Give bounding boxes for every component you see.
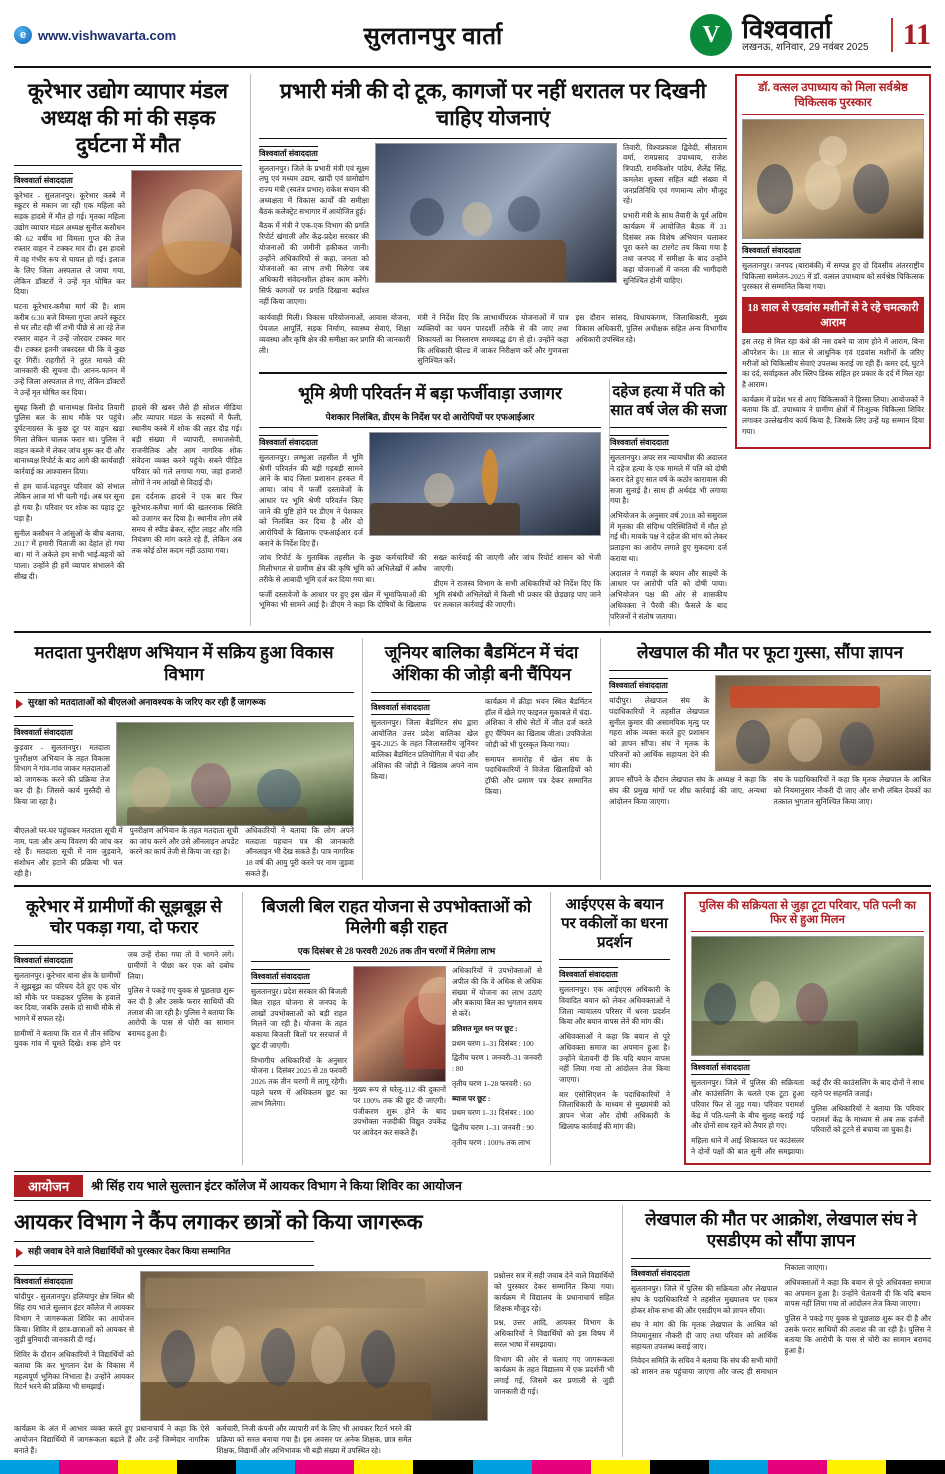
paragraph: प्रभारी मंत्री के साथ तैयारी के पूर्व अग्रिम कार्यक्रम में आयोजित बैठक में 31 दिसंबर तक विशेष अभियान चलाकर पूरा करने का टारगेट तय किया गया है तथा जनपद में समीक्षा के बाद उन्होंने कहा योजनाओं में जनता की भागीदारी सुनिश्चित होनी चाहिए।: [623, 211, 727, 285]
protest-photo: [715, 675, 931, 771]
article-doctor-award: [735, 74, 931, 626]
article-chor-pakda: [14, 892, 234, 1165]
subheadline: एक दिसंबर से 28 फरवरी 2026 तक तीन चरणों में मिलेगा लाभ: [297, 946, 496, 957]
brand-dateline: लखनऊ, शनिवार, 29 नवंबर 2025: [742, 42, 869, 54]
article-photo: [131, 170, 242, 288]
paragraph: प्रश्नोत्तर सत्र में सही जवाब देने वाले विद्यार्थियों को पुरस्कार देकर सम्मानित किया गया। कार्यक्रम में विद्यालय के प्रधानाचार्य सहित शिक्षक मौजूद रहे।: [494, 1271, 614, 1313]
paragraph: जांच रिपोर्ट के मुताबिक तहसील के कुछ कर्मचारियों की मिलीभगत से ग्रामीण क्षेत्र की कृषि भूमि को अभिलेखों में अवैध तरीके से आबादी भूमि दर्ज कर दिया गया था।: [259, 553, 427, 584]
official-portrait: [353, 966, 446, 1082]
byline: विश्ववार्ता संवाददाता: [259, 435, 318, 450]
ad-title: 18 साल से एडवांस मशीनों से दे रहे चमत्कारी आराम: [742, 297, 924, 333]
color-patch: [295, 1460, 354, 1474]
triangle-bullet-icon: [16, 1248, 23, 1258]
police-station-photo: [691, 936, 924, 1056]
byline: विश्ववार्ता संवाददाता: [742, 243, 801, 258]
paragraph: निवेदन समिति के सचिव ने बताया कि संघ की सभी मांगों को शासन तक पहुंचाया जाएगा और जल्द ही समाधान निकाला जाएगा।: [631, 1263, 828, 1377]
paragraph: सुलतानपुर। लम्भुआ तहसील में भूमि श्रेणी परिवर्तन की बड़ी गड़बड़ी सामने आने के बाद जिला प्रशासन हरकत में आया। जांच में फर्जी दस्तावेजों के आधार पर भूमि श्रेणी परिवर्तन किए जाने की पुष्टि होने पर डीएम ने पेशकार को निलंबित कर दिया है और दो आरोपियों के खिलाफ एफआईआर दर्ज कराने के निर्देश दिए हैं।: [259, 452, 363, 548]
paragraph: कर्मचारी, निजी कंपनी और व्यापारी वर्ग के लिए भी आयकर रिटर्न भरने की प्रक्रिया को सरल बनाया गया है। इस अवसर पर अनेक शिक्षक, छात्र समेत शिक्षक, विद्यार्थी और अभिभावक भी बड़ी संख्या में उपस्थित रहे।: [216, 1424, 412, 1455]
award-photo: [742, 119, 924, 239]
headline: आईएएस के बयान पर वकीलों का धरना प्रदर्शन: [561, 896, 668, 951]
byline: विश्ववार्ता संवाददाता: [14, 953, 73, 968]
paragraph: मंत्री ने निर्देश दिए कि लाभार्थीपरक योजनाओं में पात्र व्यक्तियों का चयन पारदर्शी तरीके से की जाए तथा शिकायतों का निस्तारण समयबद्ध ढंग से हो। उन्होंने कहा कि अधिकारी फील्ड में जाकर निरीक्षण करें और गुणवत्ता सुनिश्चित करें।: [417, 313, 569, 366]
color-patch: [768, 1460, 827, 1474]
article-matdata-punarikshan: [14, 638, 354, 879]
press-conference-photo: [369, 432, 601, 536]
paragraph: विभाग की ओर से चलाए गए जागरूकता कार्यक्रम के तहत विद्यालय में एक प्रदर्शनी भी लगाई गई, जिसमें कर प्रणाली से जुड़ी जानकारी दी गई।: [494, 1354, 614, 1396]
paragraph: सुबह किसी ही थानाध्यक्ष विनोद तिवारी पुलिस बल के साथ मौके पर पहुंचे। दुर्घटनाग्रस्त के कुछ दूर पर वाहन खड़ा मिला लेकिन चालक फरार था। पुलिस ने वाहन कब्जे में लेकर जांच शुरू कर दी और थानाध्यक्ष रिपोर्ट के बाद आगे की कार्यवाही कार्रवाई का आश्वासन दिया।: [14, 402, 125, 476]
headline: लेखपाल की मौत पर आक्रोश, लेखपाल संघ ने एसडीएम को सौंपा ज्ञापन: [645, 1209, 917, 1251]
headline: लेखपाल की मौत पर फूटा गुस्सा, सौंपा ज्ञापन: [636, 643, 903, 663]
headline: दहेज हत्या में पति को सात वर्ष जेल की सजा: [610, 383, 727, 420]
paragraph: फर्जी दस्तावेजों के आधार पर हुए इस खेल में भूमाफियाओं की भूमिका भी सामने आई है। डीएम ने कहा कि दोषियों के खिलाफ सख्त कार्रवाई की जाएगी और जांच रिपोर्ट शासन को भेजी जाएगी।: [259, 553, 601, 610]
byline: विश्ववार्ता संवाददाता: [14, 725, 73, 740]
subheadline: पेशकार निलंबित, डीएम के निर्देश पर दो आरोपियों पर एफआईआर: [325, 411, 535, 422]
brand-name: विश्ववार्ता: [742, 15, 832, 45]
color-patch: [59, 1460, 118, 1474]
headline: जूनियर बालिका बैडमिंटन में चंदा अंशिका की जोड़ी बनी चैंपियन: [384, 643, 579, 685]
color-patch: [0, 1460, 59, 1474]
rate-row: प्रथम चरण 1–31 दिसंबर : 100: [452, 1038, 534, 1048]
triangle-bullet-icon: [16, 699, 23, 709]
paragraph: चांदीपुर - सुलतानपुर। हलियापुर क्षेत्र स्थित श्री सिंह राय भाले सुल्तान इंटर कॉलेज में आयकर विभाग ने जागरूकता शिविर का आयोजन किया। शिविर में छात्र-छात्राओं को आयकर से जुड़ी बुनियादी जानकारी दी गई।: [14, 1292, 134, 1345]
paragraph: इस दर्दनाक हादसे ने एक बार फिर कूरेभार-कमैचा मार्ग की खतरनाक स्थिति को उजागर कर दिया है। स्थानीय लोग लंबे समय से स्पीड ब्रेकर, स्ट्रीट लाइट और गति नियंत्रण की मांग करते रहे हैं, लेकिन अब तक कोई ठोस कदम नहीं उठाया गया।: [131, 492, 242, 556]
rate-head-2: ब्याज पर छूट :: [452, 1093, 491, 1103]
rate-row: द्वितीय चरण 1–31 जनवरी : 90: [452, 1122, 534, 1132]
headline: कूरेभार उद्योग व्यापार मंडल अध्यक्ष की मां की सड़क दुर्घटना में मौत: [27, 79, 229, 157]
masthead: [14, 10, 931, 68]
headline: प्रभारी मंत्री की दो टूक, कागजों पर नहीं धरातल पर दिखनी चाहिए योजनाएं: [279, 79, 707, 130]
article-prabhari-mantri: [250, 74, 727, 626]
article-lekhpal-memorandum: [622, 1205, 931, 1457]
rate-head: प्रतिशत मूल धन पर छूट :: [452, 1023, 518, 1033]
byline: विश्ववार्ता संवाददाता: [559, 967, 618, 982]
paragraph: तिवारी, विश्वप्रकाश द्विवेदी, सीताराम वर्मा, रामप्रसाद उपाध्याय, राजेश त्रिपाठी, रामकिशोर पांडेय, शैलेंद्र सिंह, कमलेश शुक्ला सहित बड़ी संख्या में जनप्रतिनिधि एवं गणमान्य लोग मौजूद रहे।: [623, 142, 727, 206]
paragraph: सुलतानपुर। अपर सत्र न्यायाधीश की अदालत ने दहेज हत्या के एक मामले में पति को दोषी करार देते हुए सात वर्ष के कठोर कारावास की सजा सुनाई है। साथ ही अर्थदंड भी लगाया गया है।: [610, 453, 727, 506]
paragraph: पुनरीक्षण अभियान के तहत मतदाता सूची का जांच करने और उसे ऑनलाइन अपडेट करने का कार्य तेजी से किया जा रहा है।: [129, 825, 239, 857]
paragraph: सुलतानपुर। जिले में पुलिस की सक्रियता और लेखपाल संघ के पदाधिकारियों ने तहसील मुख्यालय पर एकत्र होकर शोक सभा की और एसडीएम को ज्ञापन सौंपा।: [631, 1284, 778, 1315]
paragraph: सुलतानपुर। एक आईएएस अधिकारी के विवादित बयान को लेकर अधिवक्ताओं ने जिला न्यायालय परिसर में धरना प्रदर्शन किया और बयान वापस लेने की मांग की।: [559, 985, 670, 1027]
byline: विश्ववार्ता संवाददाता: [251, 969, 310, 984]
paragraph: सुलतानपुर। जिला बैडमिंटन संघ द्वारा आयोजित उत्तर प्रदेश बालिका खेल कूद-2025 के तहत जिलास्तरीय जूनियर बालिका बैडमिंटन प्रतियोगिता में चंदा और अंशिका की जोड़ी ने खिताब अपने नाम किया।: [371, 717, 478, 781]
headline: बिजली बिल राहत योजना से उपभोक्ताओं को मिलेगी बड़ी राहत: [261, 896, 532, 938]
event-tag: आयोजन: [14, 1175, 83, 1197]
page-number: 11: [891, 18, 931, 52]
color-patch: [532, 1460, 591, 1474]
paragraph: ज्ञापन सौंपने के दौरान लेखपाल संघ के अध्यक्ष ने कहा कि संघ की प्रमुख मांगों पर शीघ्र कार्रवाई की जाए, अन्यथा आंदोलन किया जाएगा।: [609, 775, 767, 806]
website-url[interactable]: [14, 26, 176, 44]
paragraph: अदालत ने गवाहों के बयान और साक्ष्यों के आधार पर आरोपी पति को दोषी पाया। अभियोजन पक्ष की ओर से शासकीय अधिवक्ता ने पैरवी की। फैसले के बाद परिजनों ने संतोष जताया।: [610, 568, 727, 621]
paragraph: ग्रामीणों ने बताया कि रात में तीन संदिग्ध युवक गांव में घूमते दिखे। शक होने पर जब उन्हें रोका गया तो वे भागने लगे। ग्रामीणों ने पीछा कर एक को दबोच लिया।: [14, 950, 234, 1049]
kicker-text: सही जवाब देने वाले विद्यार्थियों को पुरस्कार देकर किया सम्मानित: [28, 1246, 231, 1257]
paragraph: कार्यक्रम के अंत में आभार व्यक्त करते हुए प्रधानाचार्य ने कहा कि ऐसे आयोजन विद्यार्थियों में जागरूकता बढ़ाते हैं और उन्हें जिम्मेदार नागरिक बनाते हैं।: [14, 1424, 210, 1455]
blo-survey-photo: [116, 722, 354, 826]
paragraph: सुलतानपुर। जिले के प्रभारी मंत्री एवं सूक्ष्म लघु एवं मध्यम उद्यम, खादी एवं ग्रामोद्योग राज्य मंत्री (स्वतंत्र प्रभार) राकेश सचान की अध्यक्षता में विकास कार्यों की समीक्षा बैठक कलेक्ट्रेट सभागार में आयोजित हुई।: [259, 163, 369, 216]
paragraph: महिला थाने में आई शिकायत पर काउंसलर ने दोनों पक्षों की बात सुनी और समझाया। कई दौर की काउंसलिंग के बाद दोनों ने साथ रहने पर सहमति जताई।: [691, 1078, 924, 1156]
color-patch: [650, 1460, 709, 1474]
paragraph: कुड़वार - सुलतानपुर। मतदाता पुनरीक्षण अभियान के तहत विकास विभाग ने गांव-गांव जाकर मतदाताओं को जागरूक करने की प्रक्रिया तेज कर दी है। जिससे कार्य मुस्तैदी से किया जा रहा है।: [14, 742, 110, 806]
headline: कूरेभार में ग्रामीणों की सूझबूझ से चोर पकड़ा गया, दो फरार: [26, 896, 222, 938]
paragraph: मुख्य रूप से घरेलू-112 की दुकानों पर 100% तक की छूट दी जाएगी। पंजीकरण शुरू होने के बाद उपभोक्ता नजदीकी विद्युत उपकेंद्र पर आवेदन कर सकते हैं।: [353, 1085, 446, 1138]
rate-row: तृतीय चरण : 100% तक लाभ: [452, 1137, 531, 1147]
print-registration-colorbar: [0, 1460, 945, 1474]
color-patch: [591, 1460, 650, 1474]
paragraph: प्रश्न, उत्तर आदि, आयकर विभाग के अधिकारियों ने विद्यार्थियों को इस विषय में सरल भाषा में समझाया।: [494, 1318, 614, 1349]
paragraph: से हम चार्ज-चहनपुर परिवार को संभाल लेकिन आज मां भी चली गई। अब घर सूना हो गया है। परिवार पर शोक का पहाड़ टूट पड़ा है।: [14, 481, 125, 523]
article-ias-protest: [550, 892, 670, 1165]
rate-row: द्वितीय चरण 1 जनवरी–31 जनवरी : 80: [452, 1053, 542, 1074]
paragraph: समापन समारोह में खेल संघ के पदाधिकारियों ने विजेता खिलाड़ियों को ट्रॉफी और प्रमाण पत्र देकर सम्मानित किया।: [485, 754, 592, 796]
award-box: [735, 74, 931, 449]
paragraph: चांदीपुर। लेखपाल संघ के पदाधिकारियों ने तहसील लेखपाल सुनील कुमार की असामयिक मृत्यु पर गहरा शोक व्यक्त करते हुए प्रशासन को ज्ञापन सौंपा। संघ ने मृतक के परिजनों को आर्थिक सहायता देने की मांग की।: [609, 696, 709, 770]
article-income-tax-camp: [14, 1205, 614, 1457]
meeting-photo: [375, 143, 617, 283]
article-badminton: [362, 638, 592, 879]
article-police-family-reunion: [678, 892, 931, 1165]
rate-row: प्रथम चरण 1–31 दिसंबर : 100: [452, 1108, 534, 1118]
paragraph: कार्यक्रम में प्रदेश भर से आए चिकित्सकों ने हिस्सा लिया। आयोजकों ने बताया कि डॉ. उपाध्याय ने ग्रामीण क्षेत्रों में निःशुल्क चिकित्सा शिविर लगाकर उल्लेखनीय कार्य किया है, जिसके लिए उन्हें यह सम्मान दिया गया।: [742, 394, 924, 436]
headline: भूमि श्रेणी परिवर्तन में बड़ा फर्जीवाड़ा उजागर: [297, 383, 563, 403]
event-banner: [14, 1171, 931, 1201]
paragraph: डीएम ने राजस्व विभाग के सभी अधिकारियों को निर्देश दिए कि भूमि संबंधी अभिलेखों में किसी भी प्रकार की छेड़छाड़ पाए जाने पर तत्काल कार्रवाई की जाएगी।: [433, 578, 601, 610]
paragraph: सुलतानपुर। प्रदेश सरकार की बिजली बिल राहत योजना से जनपद के लाखों उपभोक्ताओं को बड़ी राहत मिलने जा रही है। योजना के तहत बकाया बिजली बिलों पर सरचार्ज में छूट दी जाएगी।: [251, 987, 347, 1050]
color-patch: [886, 1460, 945, 1474]
paragraph: विभागीय अधिकारियों के अनुसार योजना 1 दिसंबर 2025 से 28 फरवरी 2026 तक तीन चरणों में लागू रहेगी। पहले चरण में अधिकतम छूट का लाभ मिलेगा।: [251, 1055, 347, 1108]
paragraph: पुलिस ने पकड़े गए युवक से पूछताछ शुरू कर दी है और उसके फरार साथियों की तलाश की जा रही है। पुलिस ने बताया कि आरोपी के पास से चोरी का सामान बरामद हुआ है।: [784, 1313, 931, 1356]
headline: पुलिस की सक्रियता से जुड़ा टूटा परिवार, पति पत्नी का फिर से हुआ मिलन: [691, 899, 924, 933]
rate-row: तृतीय चरण 1–28 फरवरी : 60: [452, 1078, 531, 1088]
kicker: [16, 1245, 312, 1258]
color-patch: [473, 1460, 532, 1474]
paragraph: शिविर के दौरान अधिकारियों ने विद्यार्थियों को बताया कि कर भुगतान देश के विकास में महत्वपूर्ण भूमिका निभाता है। उन्होंने आयकर रिटर्न भरने की प्रक्रिया भी समझाई।: [14, 1350, 134, 1392]
headline: आयकर विभाग ने कैंप लगाकर छात्रों को किया जागरूक: [14, 1209, 423, 1234]
website-url-text: www.vishwavarta.com: [38, 27, 177, 43]
paragraph: घटना कूरेभार-कमैचा मार्ग की है। शाम करीब 6:30 बजे विमला गुप्ता अपने स्कूटर से घर लौट रही थीं तभी पीछे से आ रहे तेज रफ्तार वाहन ने उन्हें जोरदार टक्कर मार दी। टक्कर इतनी जबरदस्त थी कि वे कुछ दूर गिरीं। राहगीरों ने तुरंत मामले की जानकारी की सूचना दी। आनन-फानन में उन्हें जिला अस्पताल ले गए, लेकिन डॉक्टरों ने उन्हें मृत घोषित कर दिया।: [14, 301, 125, 397]
article-lekhpal-death: [600, 638, 931, 879]
byline: विश्ववार्ता संवाददाता: [14, 173, 73, 188]
color-patch: [709, 1460, 768, 1474]
paragraph: बीएलओ घर-घर पहुंचकर मतदाता सूची में नाम, पता और अन्य विवरण की जांच कर रहे हैं। मतदाता सूची में नाम जुड़वाने, संशोधन और हटाने की प्रक्रिया भी चल रही है।: [14, 825, 123, 878]
paragraph: इस दौरान सांसद, विधायकगण, जिलाधिकारी, मुख्य विकास अधिकारी, पुलिस अधीक्षक सहित अन्य विभागीय अधिकारी उपस्थित रहे।: [575, 313, 727, 344]
color-patch: [236, 1460, 295, 1474]
article-bhumi-shreni: [259, 379, 601, 626]
paragraph: संघ के पदाधिकारियों ने कहा कि मृतक लेखपाल के आश्रित को नियमानुसार नौकरी दी जाए और सभी लंबित देयकों का तत्काल भुगतान सुनिश्चित किया जाए।: [773, 775, 931, 806]
camp-group-photo: [140, 1271, 488, 1421]
article-bijli-bill: [242, 892, 542, 1165]
globe-icon: e: [14, 26, 32, 44]
color-patch: [827, 1460, 886, 1474]
byline: विश्ववार्ता संवाददाता: [631, 1266, 690, 1281]
byline: विश्ववार्ता संवाददाता: [609, 678, 668, 693]
color-patch: [413, 1460, 472, 1474]
paragraph: अधिकारियों ने उपभोक्ताओं से अपील की कि वे अधिक से अधिक संख्या में योजना का लाभ उठाएं और बकाया बिल का भुगतान समय से करें।: [452, 966, 542, 1019]
paragraph: कार्यक्रम में क्रीड़ा भवन स्थित बैडमिंटन हॉल में खेले गए फाइनल मुकाबले में चंदा-अंशिका ने सीधे सेटों में जीत दर्ज करते हुए चैंपियन का खिताब जीता। उपविजेता जोड़ी को भी पुरस्कृत किया गया।: [485, 696, 592, 749]
byline: विश्ववार्ता संवाददाता: [14, 1274, 73, 1289]
paragraph: सुलतानपुर। कूरेभार थाना क्षेत्र के ग्रामीणों ने सूझबूझ का परिचय देते हुए एक चोर को मौके पर पकड़कर पुलिस के हवाले कर दिया, जबकि उसके दो साथी मौके से भागने में सफल रहे।: [14, 971, 121, 1023]
paragraph: बार एसोसिएशन के पदाधिकारियों ने जिलाधिकारी के माध्यम से मुख्यमंत्री को ज्ञापन भेजा और दोषी अधिकारी के खिलाफ कार्रवाई की मांग की।: [559, 1089, 670, 1131]
paragraph: अधिवक्ताओं ने कहा कि बयान से पूरे अधिवक्ता समाज का अपमान हुआ है। उन्होंने चेतावनी दी कि यदि बयान वापस नहीं लिया गया तो आंदोलन तेज किया जाएगा।: [559, 1032, 670, 1084]
headline: मतदाता पुनरीक्षण अभियान में सक्रिय हुआ विकास विभाग: [34, 643, 334, 685]
paragraph: हादसे की खबर जैसे ही सोशल मीडिया और व्यापार मंडल के सदस्यों में फैली, स्थानीय कस्बे में शोक की लहर दौड़ गई। बड़ी संख्या में व्यापारी, समाजसेवी, राजनीतिक और आम नागरिक शोक संवेदना व्यक्त करने पहुंचे। सबने पीड़ित परिवार को गले लगाया गया, जहां हजारों लोगों ने नम आंखों से विदाई दी।: [131, 402, 242, 487]
event-text: श्री सिंह राय भाले सुल्तान इंटर कॉलेज में आयकर विभाग ने किया शिविर का आयोजन: [91, 1179, 462, 1194]
byline: विश्ववार्ता संवाददाता: [371, 700, 430, 715]
paragraph: इस तरह से मिल रहा कंधे की नस दबने या जाम होने में आराम, बिना ऑपरेशन के। 18 साल से आधुनिक एवं एडवांस मशीनों के जरिए मरीजों को चिकित्सीय सेवाएं उपलब्ध कराई जा रही हैं। कमर दर्द, घुटने का दर्द, सर्वाइकल और स्लिप डिस्क सहित हर प्रकार के दर्द में मिल रहा है आराम।: [742, 337, 924, 390]
byline: विश्ववार्ता संवाददाता: [259, 146, 318, 161]
paragraph: अधिवक्ताओं ने कहा कि बयान से पूरे अधिवक्ता समाज का अपमान हुआ है। उन्होंने चेतावनी दी कि यदि बयान वापस नहीं लिया गया तो आंदोलन तेज किया जाएगा।: [784, 1277, 931, 1309]
paragraph: कूरेभार - सुलतानपुर। कूरेभार कस्बे में स्कूटर से मकान जा रही एक महिला को सड़क हादसे में मौत हो गई। मृतका महिला उद्योग व्यापार मंडल अध्यक्ष सुनील कसौधन की 62 वर्षीय मां विमला गुप्त की तेज रफ्तार वाहन ने टक्कर मार दी। इस हादसे में वह गंभीर रूप से घायल हो गई। इलाज के लिए जिला अस्पताल ले जाया गया, लेकिन डॉक्टरों ने उन्हें मृत घोषित कर दिया।: [14, 190, 125, 297]
kicker-text: सुरक्षा को मतदाताओं को बीएलओ अनावश्यक के जरिए कर रही हैं जागरूक: [28, 696, 266, 707]
paragraph: अधिकारियों ने बताया कि लोग अपने मतदाता पहचान पत्र की जानकारी ऑनलाइन भी देख सकते हैं। पात्र नागरिक 18 वर्ष की आयु पूरी करने पर नाम जुड़वा सकते हैं।: [245, 825, 354, 878]
article-dahej-hatya: [609, 379, 727, 626]
article-kurebhar-accident: [14, 74, 242, 626]
kicker: [16, 696, 352, 709]
color-patch: [177, 1460, 236, 1474]
paragraph: सुलतानपुर। जिले में पुलिस की सक्रियता और काउंसलिंग के चलते एक टूटा हुआ परिवार फिर से जुड़ गया। परिवार परामर्श केंद्र में पति-पत्नी के बीच सुलह कराई गई और दोनों साथ रहने को तैयार हो गए।: [691, 1078, 804, 1131]
paragraph: बैठक में मंत्री ने एक-एक विभाग की प्रगति रिपोर्ट खंगाली और केंद्र-प्रदेश सरकार की योजनाओं की जमीनी हकीकत जानी। उन्होंने अधिकारियों से कहा, जनता को योजनाओं का लाभ तभी मिलेगा जब अधिकारी संवेदनशील होकर काम करेंगे। सिर्फ कागजों पर प्रगति दिखाना बर्दाश्त नहीं किया जाएगा।: [259, 221, 369, 306]
byline: विश्ववार्ता संवाददाता: [610, 435, 669, 450]
page-title: सुलतानपुर वार्ता: [363, 23, 503, 50]
color-patch: [354, 1460, 413, 1474]
color-patch: [118, 1460, 177, 1474]
brand-block: [690, 14, 931, 56]
brand-logo-icon: V: [690, 14, 732, 56]
paragraph: सुनील कसौधन ने आंसुओं के बीच बताया, 2017 में हमारी पिताजी का देहांत हो गया था। मां ने अकेले हम सभी भाई-बहनों को पाला। उन्होंने ही हमें व्यापार संभालने की सीख दी।: [14, 528, 125, 581]
paragraph: कार्यवाही मिली। विकास परियोजनाओं, आवास योजना, पेयजल आपूर्ति, सड़क निर्माण, स्वास्थ्य सेवाएं, शिक्षा व्यवस्था और कृषि क्षेत्र की समीक्षा कर प्रगति की जानकारी ली।: [259, 313, 411, 355]
paragraph: पुलिस अधिकारियों ने बताया कि परिवार परामर्श केंद्र के माध्यम से अब तक दर्जनों परिवारों को टूटने से बचाया जा चुका है।: [811, 1103, 924, 1135]
headline: डॉ. वत्सल उपाध्याय को मिला सर्वश्रेष्ठ चिकित्सक पुरस्कार: [742, 81, 924, 115]
paragraph: अभियोजन के अनुसार वर्ष 2018 को ससुराल में मृतका की संदिग्ध परिस्थितियों में मौत हो गई थी। मायके पक्ष ने दहेज की मांग को लेकर प्रताड़ना का आरोप लगाते हुए मुकदमा दर्ज कराया था।: [610, 511, 727, 563]
byline: विश्ववार्ता संवाददाता: [691, 1060, 750, 1075]
paragraph: संघ ने मांग की कि मृतक लेखपाल के आश्रित को नियमानुसार नौकरी दी जाए तथा परिवार को आर्थिक सहायता उपलब्ध कराई जाए।: [631, 1320, 778, 1351]
paragraph: सुलतानपुर। जनपद (बाराबंकी) में सम्पन्न हुए दो दिवसीय अंतरराष्ट्रीय चिकित्सा सम्मेलन-2025 में डॉ. वत्सल उपाध्याय को सर्वश्रेष्ठ चिकित्सक पुरस्कार से सम्मानित किया गया।: [742, 260, 924, 292]
paragraph: पुलिस ने पकड़े गए युवक से पूछताछ शुरू कर दी है और उसके फरार साथियों की तलाश की जा रही है। पुलिस ने बताया कि आरोपी के पास से चोरी का सामान बरामद हुआ है।: [127, 986, 234, 1039]
